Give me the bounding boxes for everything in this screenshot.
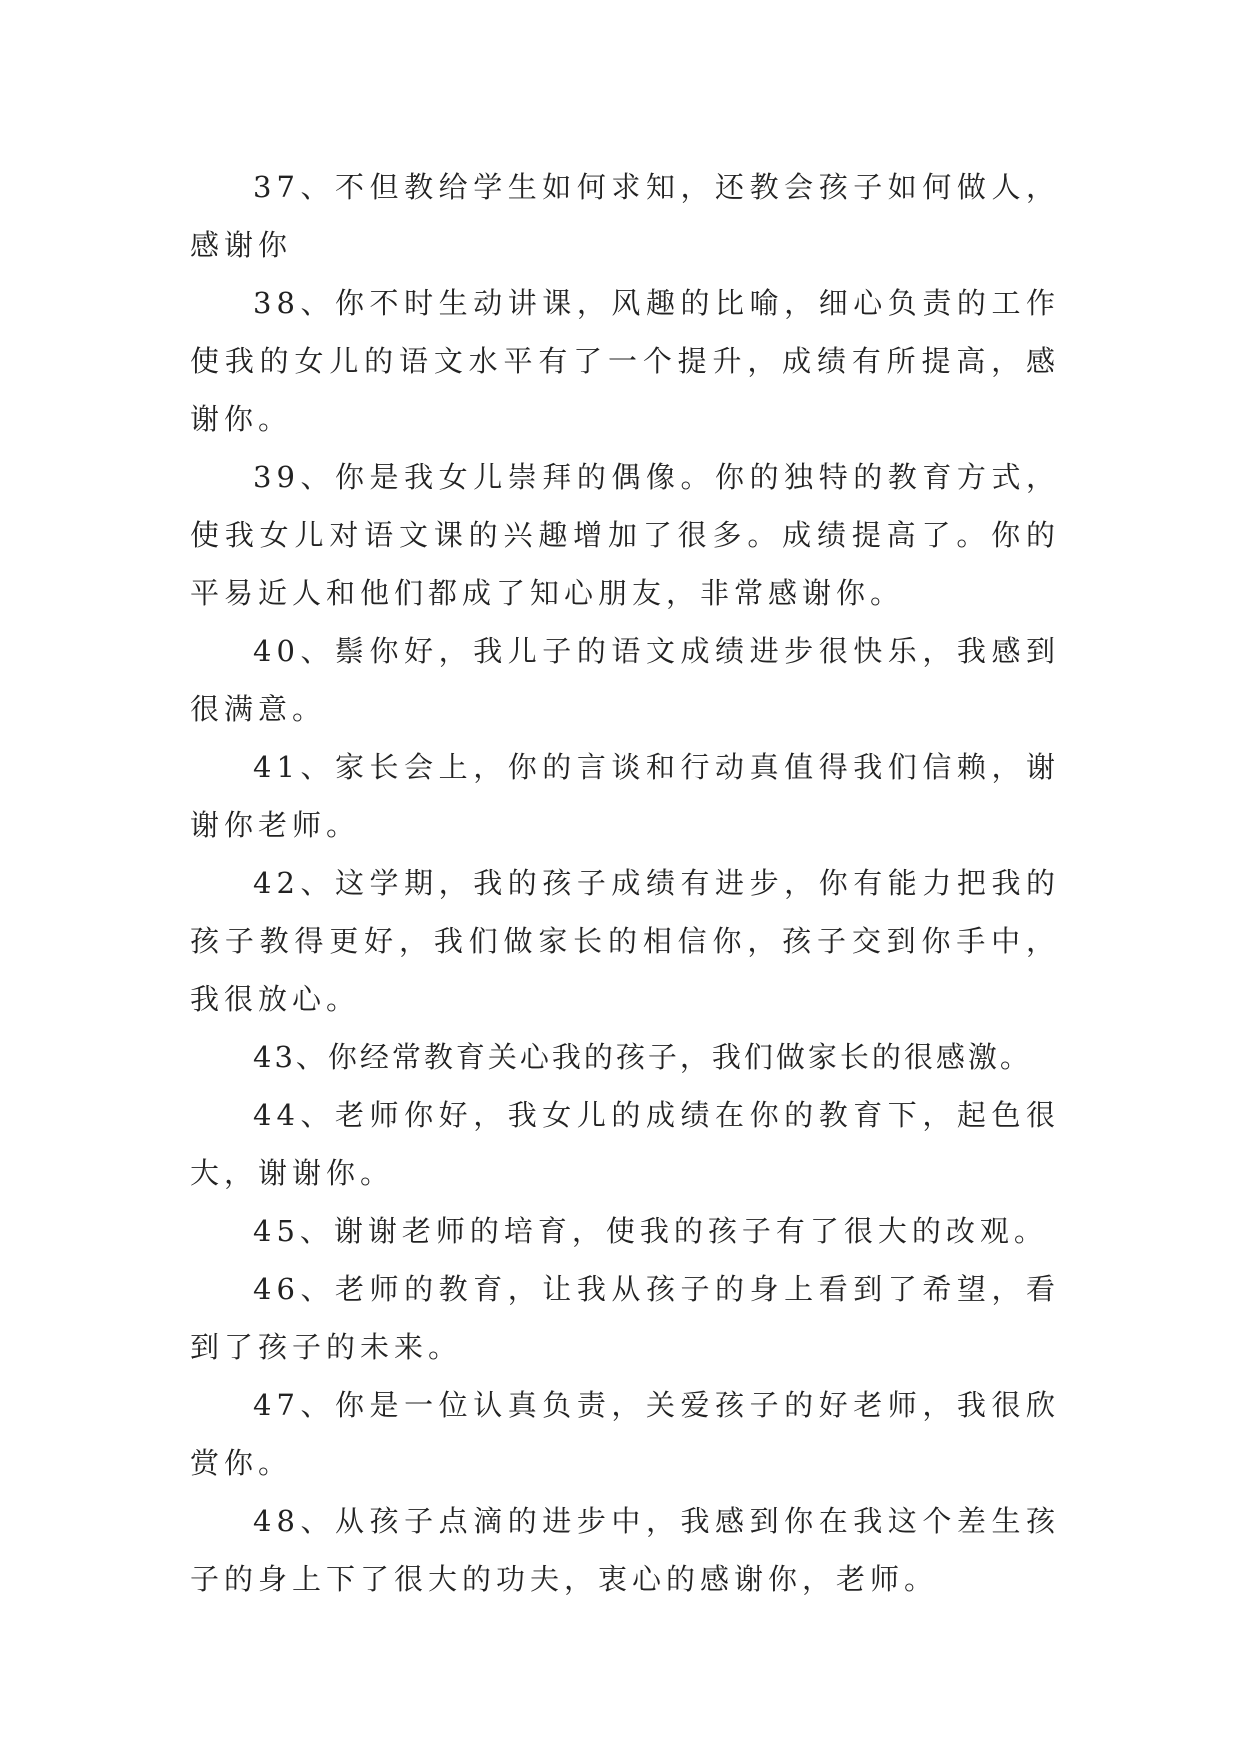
paragraph-44: 44、老师你好，我女儿的成绩在你的教育下，起色很大，谢谢你。 — [190, 1098, 1060, 1190]
paragraph-39: 39、你是我女儿崇拜的偶像。你的独特的教育方式，使我女儿对语文课的兴趣增加了很多。成绩提高了。你的平易近人和他们都成了知心朋友，非常感谢你。 — [190, 460, 1060, 610]
paragraph-37: 37、不但教给学生如何求知，还教会孩子如何做人，感谢你 — [190, 170, 1060, 262]
paragraph-41: 41、家长会上，你的言谈和行动真值得我们信赖，谢谢你老师。 — [190, 750, 1060, 842]
paragraph-45: 45、谢谢老师的培育，使我的孩子有了很大的改观。 — [253, 1214, 1048, 1248]
paragraph-43: 43、你经常教育关心我的孩子，我们做家长的很感激。 — [253, 1040, 1032, 1074]
paragraph-38: 38、你不时生动讲课，风趣的比喻，细心负责的工作使我的女儿的语文水平有了一个提升，成绩有所提高，感谢你。 — [190, 286, 1060, 436]
document-body — [190, 158, 1060, 1608]
paragraph-47: 47、你是一位认真负责，关爱孩子的好老师，我很欣赏你。 — [190, 1388, 1060, 1480]
paragraph-40: 40、鬃你好，我儿子的语文成绩进步很快乐，我感到很满意。 — [190, 634, 1060, 726]
paragraph-42: 42、这学期，我的孩子成绩有进步，你有能力把我的孩子教得更好，我们做家长的相信你，孩子交到你手中，我很放心。 — [190, 866, 1060, 1016]
paragraph-46: 46、老师的教育，让我从孩子的身上看到了希望，看到了孩子的未来。 — [190, 1272, 1060, 1364]
paragraph-48: 48、从孩子点滴的进步中，我感到你在我这个差生孩子的身上下了很大的功夫，衷心的感谢你，老师。 — [190, 1504, 1060, 1596]
